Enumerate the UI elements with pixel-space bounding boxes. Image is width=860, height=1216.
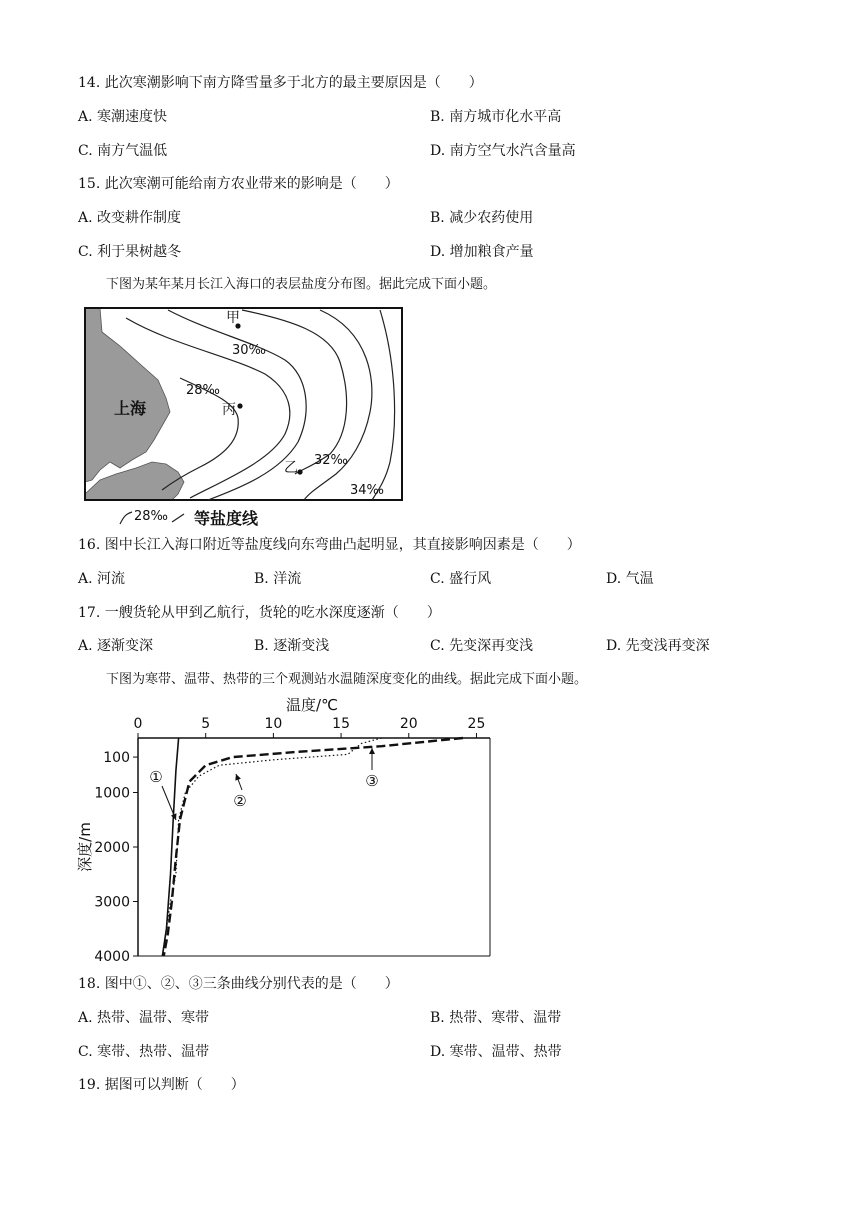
q15-stem: 15. 此次寒潮可能给南方农业带来的影响是（ ） — [78, 176, 399, 192]
y-tick-label-100: 100 — [103, 750, 130, 767]
q17-option-b: B. 逐渐变浅 — [254, 638, 330, 654]
q15-option-c: C. 利于果树越冬 — [78, 244, 182, 260]
q14-option-d: D. 南方空气水汽含量高 — [430, 143, 576, 159]
isoline-label-28: 28‰ — [186, 383, 220, 398]
q18-option-d: D. 寒带、温带、热带 — [430, 1044, 562, 1060]
isoline-34 — [372, 310, 395, 500]
y-axis-label: 深度/m — [76, 822, 94, 872]
q18-stem: 18. 图中①、②、③三条曲线分别代表的是（ ） — [78, 976, 399, 992]
x-tick-label-0: 0 — [133, 716, 143, 732]
series-line-2 — [162, 738, 381, 956]
q16-stem: 16. 图中长江入海口附近等盐度线向东弯曲凸起明显，其直接影响因素是（ ） — [78, 537, 581, 553]
q18-option-c: C. 寒带、热带、温带 — [78, 1044, 210, 1060]
q14-stem: 14. 此次寒潮影响下南方降雪量多于北方的最主要原因是（ ） — [78, 75, 483, 91]
series-label-2: ② — [233, 792, 247, 810]
q16-option-c: C. 盛行风 — [430, 571, 492, 587]
series-label-1: ① — [149, 768, 163, 786]
q15-option-b: B. 减少农药使用 — [430, 210, 534, 226]
y-tick-label-3000: 3000 — [94, 894, 130, 911]
q19-stem: 19. 据图可以判断（ ） — [78, 1077, 245, 1093]
point-jia-label: 甲 — [226, 310, 240, 326]
legend-line-sample — [120, 512, 132, 524]
point-yi-dot — [297, 469, 302, 474]
land-label: 上海 — [114, 399, 147, 418]
salinity-map — [80, 302, 410, 532]
point-bing-dot — [237, 403, 242, 408]
x-tick-label-10: 10 — [264, 716, 283, 732]
q15-option-d: D. 增加粮食产量 — [430, 244, 534, 260]
x-tick-label-5: 5 — [201, 716, 211, 732]
q16-option-b: B. 洋流 — [254, 571, 302, 587]
q17-stem: 17. 一艘货轮从甲到乙航行，货轮的吃水深度逐渐（ ） — [78, 605, 441, 621]
x-tick-label-25: 25 — [467, 716, 486, 732]
series-label-3: ③ — [365, 772, 379, 790]
map-intro-text: 下图为某年某月长江入海口的表层盐度分布图。据此完成下面小题。 — [106, 277, 497, 292]
point-yi-label: 乙 — [284, 460, 298, 476]
legend-sample-label: 28‰ — [134, 509, 168, 524]
q17-option-a: A. 逐渐变深 — [78, 638, 154, 654]
q16-option-d: D. 气温 — [606, 571, 654, 587]
q17-option-d: D. 先变浅再变深 — [606, 638, 710, 654]
isoline-label-34: 34‰ — [350, 483, 384, 498]
x-axis-label: 温度/℃ — [286, 696, 338, 714]
point-bing-label: 丙 — [222, 402, 236, 418]
isoline-32 — [242, 310, 347, 474]
y-tick-label-2000: 2000 — [94, 840, 130, 856]
series-arrowhead-3 — [369, 748, 375, 754]
y-tick-label-4000: 4000 — [94, 949, 130, 964]
legend-slash — [172, 514, 184, 522]
isoline-label-30: 30‰ — [232, 343, 266, 358]
q14-option-c: C. 南方气温低 — [78, 143, 168, 159]
series-line-1 — [162, 738, 178, 956]
series-line-3 — [164, 738, 463, 956]
q17-option-c: C. 先变深再变浅 — [430, 638, 534, 654]
chart-intro-text: 下图为寒带、温带、热带的三个观测站水温随深度变化的曲线。据此完成下面小题。 — [106, 672, 588, 687]
q16-option-a: A. 河流 — [78, 571, 126, 587]
y-tick-label-1000: 1000 — [94, 785, 130, 802]
q14-option-b: B. 南方城市化水平高 — [430, 109, 562, 125]
x-tick-label-15: 15 — [332, 716, 350, 732]
isoline-label-32: 32‰ — [314, 453, 348, 468]
q18-option-b: B. 热带、寒带、温带 — [430, 1010, 562, 1026]
legend-text: 等盐度线 — [194, 509, 259, 528]
q18-option-a: A. 热带、温带、寒带 — [78, 1010, 210, 1026]
q14-option-a: A. 寒潮速度快 — [78, 109, 168, 125]
isoline-32b — [304, 310, 372, 500]
q15-option-a: A. 改变耕作制度 — [78, 210, 182, 226]
x-tick-label-20: 20 — [399, 716, 418, 732]
temperature-depth-chart — [70, 694, 500, 964]
